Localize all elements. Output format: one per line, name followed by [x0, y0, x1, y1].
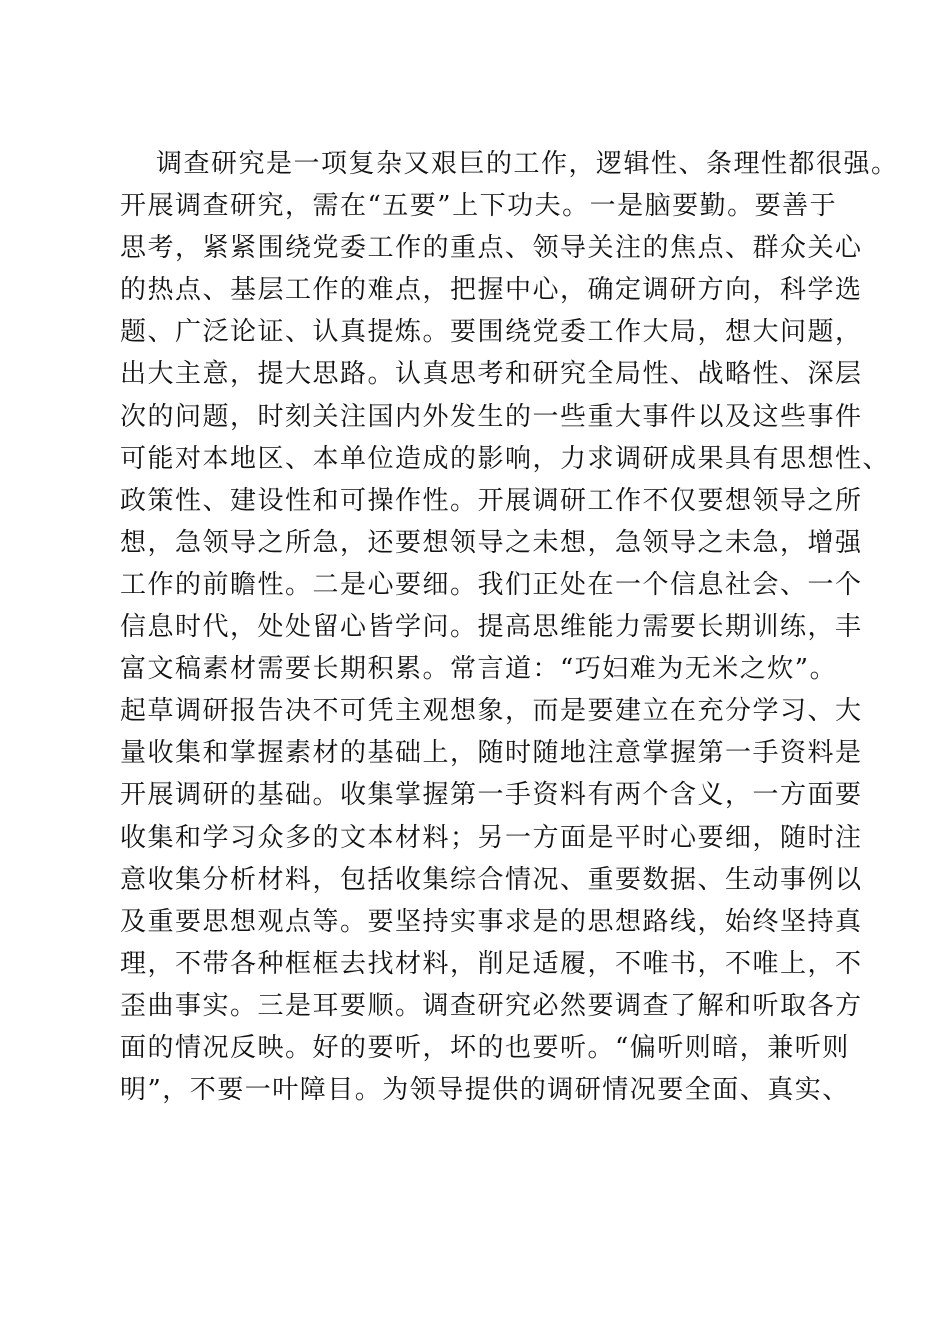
paragraph-line: 量收集和掌握素材的基础上，随时随地注意掌握第一手资料是 — [120, 738, 863, 769]
paragraph-line: 面的情况反映。好的要听，坏的也要听。“偏听则暗，兼听则 — [120, 1032, 850, 1063]
paragraph-line: 及重要思想观点等。要坚持实事求是的思想路线，始终坚持真 — [120, 906, 863, 937]
paragraph-line: 富文稿素材需要长期积累。常言道：“巧妇难为无米之炊”。 — [120, 654, 838, 685]
paragraph-line: 可能对本地区、本单位造成的影响，力求调研成果具有思想性、 — [120, 443, 891, 474]
paragraph-line: 意收集分析材料，包括收集综合情况、重要数据、生动事例以 — [120, 864, 863, 895]
paragraph-line: 次的问题，时刻关注国内外发生的一些重大事件以及这些事件 — [120, 401, 863, 432]
paragraph-line: 想，急领导之所急，还要想领导之未想，急领导之未急，增强 — [120, 527, 863, 558]
paragraph-line: 开展调研的基础。收集掌握第一手资料有两个含义，一方面要 — [120, 780, 863, 811]
paragraph-line: 起草调研报告决不可凭主观想象，而是要建立在充分学习、大 — [120, 696, 863, 727]
paragraph-line: 歪曲事实。三是耳要顺。调查研究必然要调查了解和听取各方 — [120, 990, 863, 1021]
paragraph-line: 思考，紧紧围绕党委工作的重点、领导关注的焦点、群众关心 — [120, 233, 863, 264]
paragraph-line: 出大主意，提大思路。认真思考和研究全局性、战略性、深层 — [120, 359, 863, 390]
paragraph-line: 信息时代，处处留心皆学问。提高思维能力需要长期训练，丰 — [120, 612, 863, 643]
paragraph-line: 收集和学习众多的文本材料；另一方面是平时心要细，随时注 — [120, 822, 863, 853]
paragraph-line: 明”，不要一叶障目。为领导提供的调研情况要全面、真实、 — [120, 1075, 850, 1106]
paragraph-line: 政策性、建设性和可操作性。开展调研工作不仅要想领导之所 — [120, 485, 863, 516]
paragraph-line: 开展调查研究，需在“五要”上下功夫。一是脑要勤。要善于 — [120, 191, 838, 222]
paragraph-line: 理，不带各种框框去找材料，削足适履，不唯书，不唯上，不 — [120, 948, 863, 979]
paragraph-line: 的热点、基层工作的难点，把握中心，确定调研方向，科学选 — [120, 275, 863, 306]
paragraph-line: 调查研究是一项复杂又艰巨的工作，逻辑性、条理性都很强。 — [156, 149, 899, 179]
paragraph-line: 题、广泛论证、认真提炼。要围绕党委工作大局，想大问题， — [120, 317, 863, 348]
body-paragraph — [120, 143, 899, 1111]
paragraph-line: 工作的前瞻性。二是心要细。我们正处在一个信息社会、一个 — [120, 569, 863, 600]
